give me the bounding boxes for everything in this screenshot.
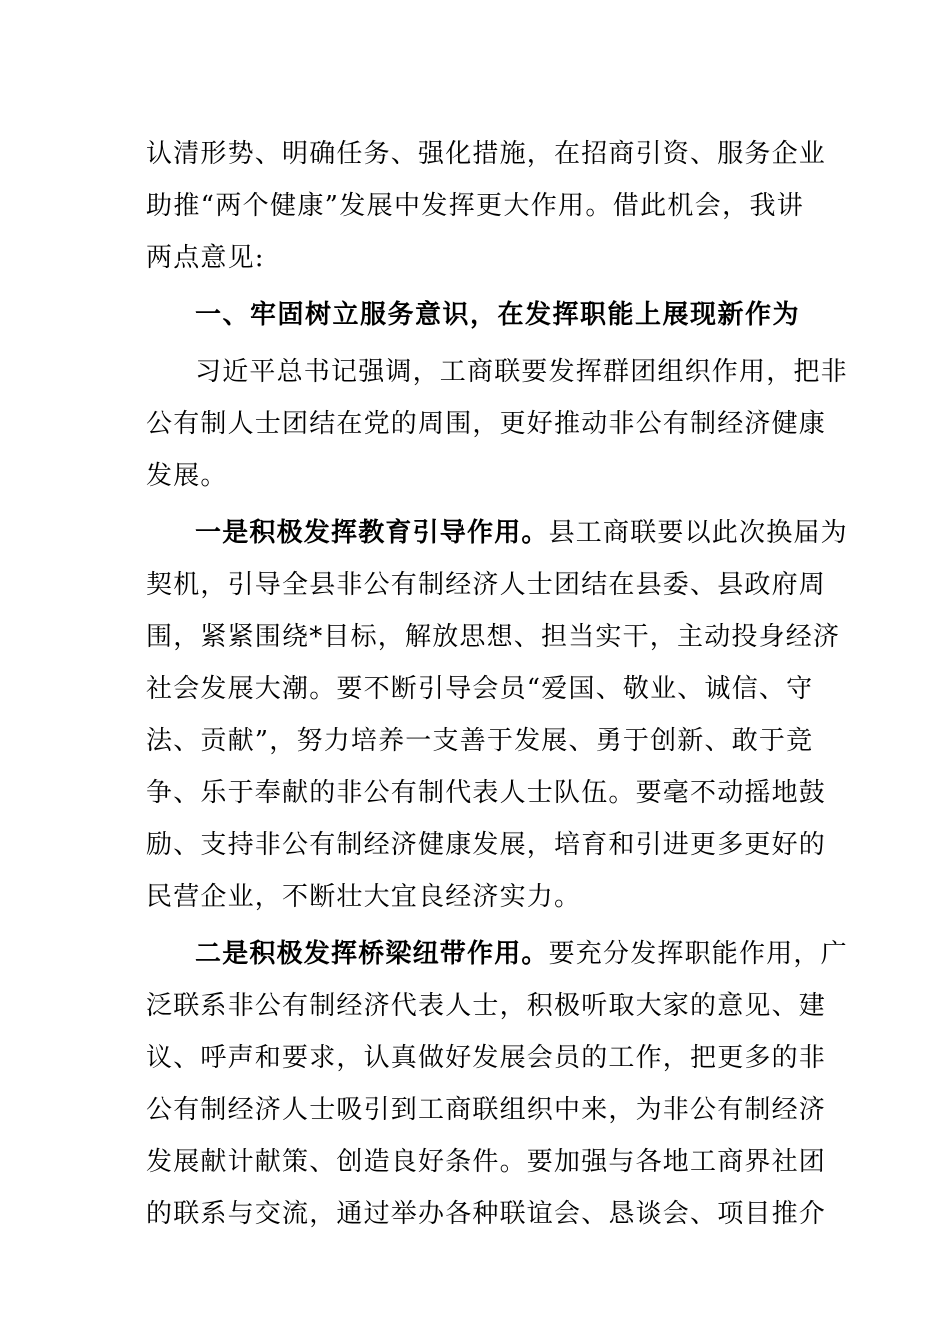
text-line	[146, 928, 848, 980]
paragraph-xi-quote	[146, 346, 848, 502]
text-line: 发展。	[146, 461, 228, 491]
intro-paragraph	[146, 128, 827, 284]
text-line: 助推“两个健康”发展中发挥更大作用。借此机会，我讲	[146, 191, 804, 221]
text-line: 公有制经济人士吸引到工商联组织中来，为非公有制经济	[146, 1095, 827, 1125]
text-line: 认清形势、明确任务、强化措施，在招商引资、服务企业	[146, 139, 827, 169]
text-line: 习近平总书记强调，工商联要发挥群团组织作用，把非	[195, 357, 848, 387]
bold-lead-text: 二是积极发挥桥梁纽带作用。	[195, 939, 549, 969]
section-heading: 一、牢固树立服务意识，在发挥职能上展现新作为	[195, 300, 801, 330]
text-line: 争、乐于奉献的非公有制代表人士队伍。要毫不动摇地鼓	[146, 778, 827, 808]
bold-lead-text: 一是积极发挥教育引导作用。	[195, 518, 549, 548]
line-rest-text: 要充分发挥职能作用，广	[548, 939, 848, 969]
text-line: 励、支持非公有制经济健康发展，培育和引进更多更好的	[146, 830, 827, 860]
line-rest-text: 县工商联要以此次换届为	[548, 518, 848, 548]
text-line: 两点意见:	[146, 243, 265, 273]
document-page	[146, 128, 848, 1240]
paragraph-bridge-role	[146, 928, 848, 1240]
text-line: 发展献计献策、创造良好条件。要加强与各地工商界社团	[146, 1147, 827, 1177]
text-line: 的联系与交流，通过举办各种联谊会、恳谈会、项目推介	[146, 1199, 827, 1229]
text-line: 围，紧紧围绕*目标，解放思想、担当实干，主动投身经济	[146, 622, 841, 652]
text-line: 议、呼声和要求，认真做好发展会员的工作，把更多的非	[146, 1043, 827, 1073]
text-line: 法、贡献”，努力培养一支善于发展、勇于创新、敢于竞	[146, 726, 814, 756]
text-line: 泛联系非公有制经济代表人士，积极听取大家的意见、建	[146, 991, 827, 1021]
text-line: 契机，引导全县非公有制经济人士团结在县委、县政府周	[146, 570, 827, 600]
text-line: 公有制人士团结在党的周围，更好推动非公有制经济健康	[146, 409, 827, 439]
paragraph-education-guidance	[146, 507, 848, 923]
text-line: 民营企业，不断壮大宜良经济实力。	[146, 882, 582, 912]
text-line: 社会发展大潮。要不断引导会员“爱国、敬业、诚信、守	[146, 674, 814, 704]
text-line	[146, 507, 848, 559]
